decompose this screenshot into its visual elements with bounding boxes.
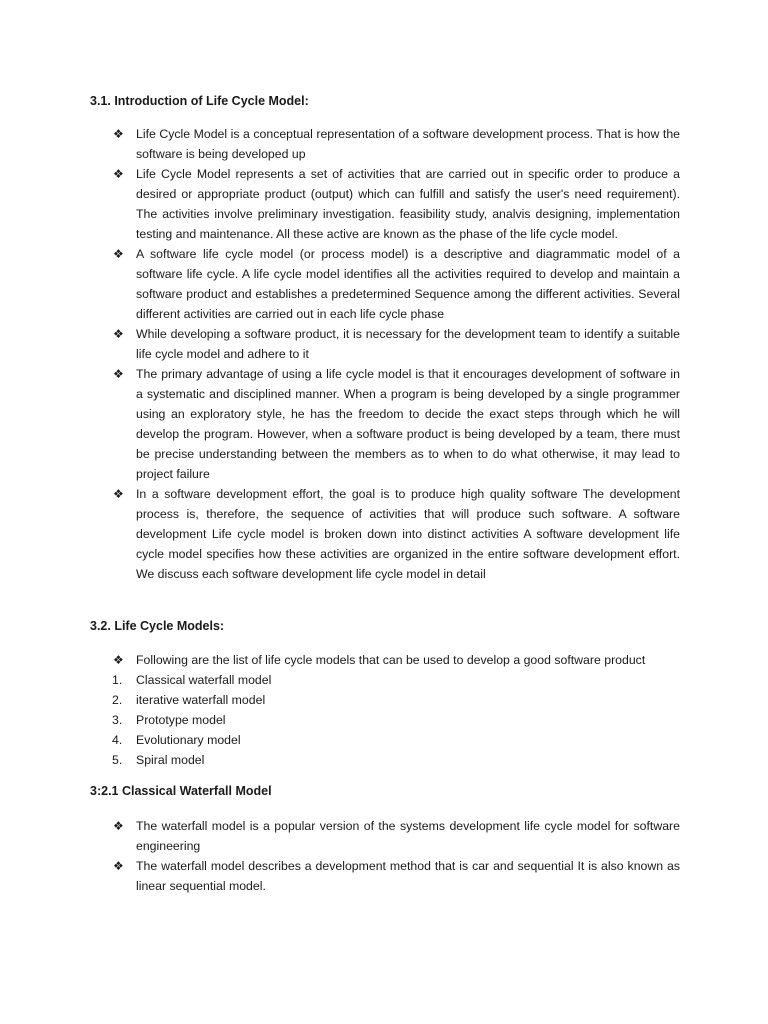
diamond-bullet-icon: ❖ — [113, 859, 124, 873]
item-text: Prototype model — [136, 713, 226, 727]
list-item — [110, 856, 680, 896]
list-item — [110, 324, 680, 364]
item-number: 2. — [112, 693, 123, 707]
numbered-item — [110, 730, 680, 750]
bullet-text: While developing a software product, it is necessary for the development team to identify a suitable life cycle model and adhere to it — [136, 327, 680, 361]
diamond-bullet-icon: ❖ — [113, 653, 124, 667]
list-item — [110, 484, 680, 584]
diamond-bullet-icon: ❖ — [113, 167, 124, 181]
diamond-bullet-icon: ❖ — [113, 247, 124, 261]
waterfall-bullet-list — [110, 816, 680, 896]
bullet-text: The primary advantage of using a life cycle model is that it encourages development of software in a systematic and disciplined manner. When a program is being developed by a single programmer using an exploratory style, he has the freedom to decide the exact steps through which he will develop the program. However, when a software product is being developed by a team, there must be precise understanding between the members as to when to do what otherwise, it may lead to project failure — [136, 367, 680, 481]
diamond-bullet-icon: ❖ — [113, 819, 124, 833]
diamond-bullet-icon: ❖ — [113, 127, 124, 141]
diamond-bullet-icon: ❖ — [113, 487, 124, 501]
list-item — [110, 364, 680, 484]
numbered-item — [110, 690, 680, 710]
item-number: 1. — [112, 673, 123, 687]
item-number: 3. — [112, 713, 123, 727]
numbered-item — [110, 710, 680, 730]
section-heading-waterfall: 3:2.1 Classical Waterfall Model — [90, 784, 272, 798]
section-heading-models: 3.2. Life Cycle Models: — [90, 619, 225, 633]
bullet-text: Life Cycle Model represents a set of activities that are carried out in specific order to produce a desired or appropriate product (output) which can fulfill and satisfy the user's need requirement). The activities involve preliminary investigation. feasibility study, analvis designing, implementation testing and maintenance. All these active are known as the phase of the life cycle model. — [136, 167, 680, 241]
section-heading-intro: 3.1. Introduction of Life Cycle Model: — [90, 94, 309, 108]
bullet-text: A software life cycle model (or process model) is a descriptive and diagrammatic model of a software life cycle. A life cycle model identifies all the activities required to develop and maintain a software product and establishes a predetermined Sequence among the different activities. Several different activities are carried out in each life cycle phase — [136, 247, 680, 321]
numbered-item — [110, 670, 680, 690]
list-item — [110, 244, 680, 324]
models-numbered-list — [110, 670, 680, 770]
intro-bullet-list — [110, 124, 680, 584]
bullet-text: The waterfall model is a popular version of the systems development life cycle model for software engineering — [136, 819, 680, 853]
item-text: Spiral model — [136, 753, 205, 767]
bullet-text: In a software development effort, the goal is to produce high quality software The development process is, therefore, the sequence of activities that will produce such software. A software development Life cycle model is broken down into distinct activities A software development life cycle model specifies how these activities are organized in the entire software development effort. We discuss each software development life cycle model in detail — [136, 487, 680, 581]
bullet-text: Life Cycle Model is a conceptual representation of a software development process. That is how the software is being developed up — [136, 127, 680, 161]
numbered-item — [110, 750, 680, 770]
bullet-text: Following are the list of life cycle models that can be used to develop a good software product — [136, 653, 646, 667]
item-number: 5. — [112, 753, 123, 767]
list-item — [110, 650, 680, 670]
models-bullet-list — [110, 650, 680, 670]
item-number: 4. — [112, 733, 123, 747]
list-item — [110, 816, 680, 856]
item-text: iterative waterfall model — [136, 693, 266, 707]
diamond-bullet-icon: ❖ — [113, 327, 124, 341]
list-item — [110, 124, 680, 164]
item-text: Evolutionary model — [136, 733, 241, 747]
bullet-text: The waterfall model describes a development method that is car and sequential It is also known as linear sequential model. — [136, 859, 680, 893]
item-text: Classical waterfall model — [136, 673, 272, 687]
diamond-bullet-icon: ❖ — [113, 367, 124, 381]
list-item — [110, 164, 680, 244]
